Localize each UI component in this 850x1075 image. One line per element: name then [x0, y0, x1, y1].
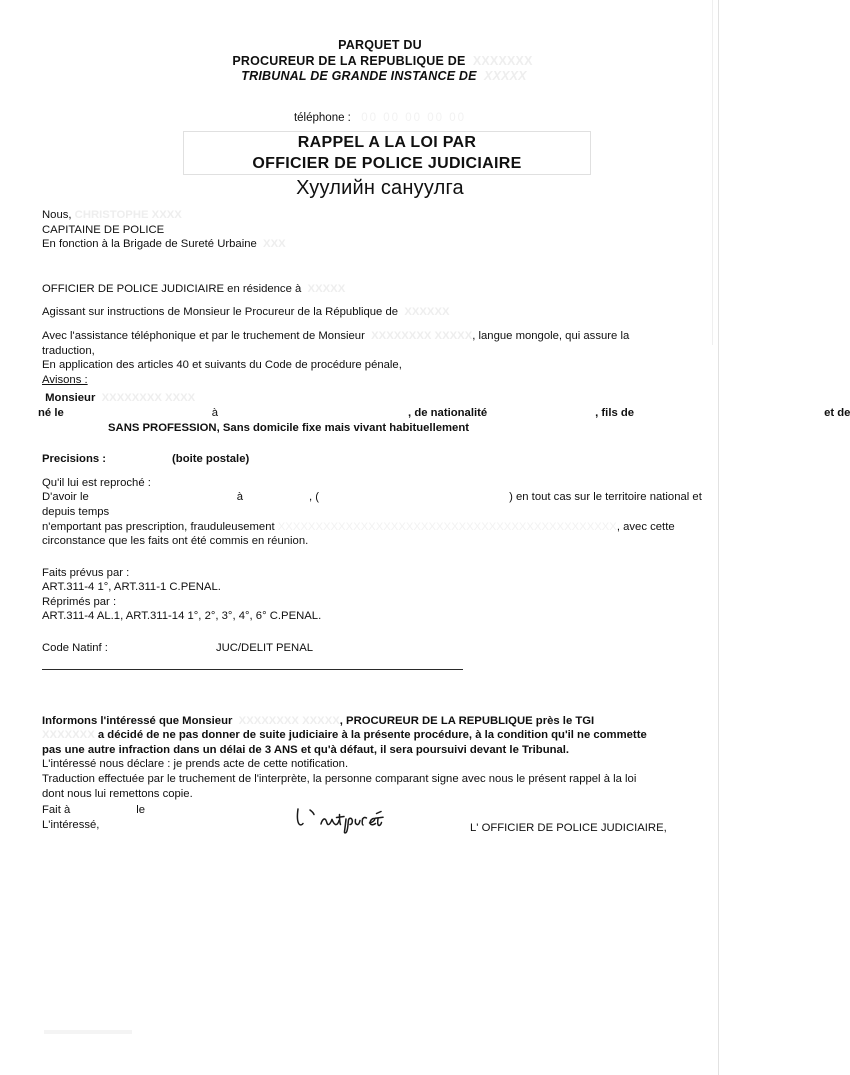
redacted-tgi-city: XXXXXXX [42, 729, 98, 742]
identity-details: né le à , de nationalité , fils de et de [38, 406, 850, 419]
statements-block [42, 757, 714, 801]
party-signature-label: L'intéressé, [42, 819, 100, 831]
redacted-prosecutor-name: XXXXXXXX XXXXX [232, 714, 340, 727]
decision-line-2: XXXXXXX a décidé de ne pas donner de suite judiciaire à la présente procédure, à la condition qu'il ne commette [42, 729, 647, 742]
redacted-interpreter-name: XXXXXXXX XXXXX [364, 329, 473, 342]
redacted-tribunal-city: XXXXX [476, 69, 527, 83]
officer-assignment: En fonction à la Brigade de Sureté Urbaine XXX [42, 238, 286, 251]
title-line-2: OFFICIER DE POLICE JUDICIAIRE [252, 155, 522, 172]
redacted-unit-detail: XXX [256, 238, 286, 251]
charge-line-2: n'emportant pas prescription, frauduleusement XXXXXXXXXXXXXXXXXXXXXXXXXXXXXXXXXXXXXXXXXXXXX, avec cette [42, 520, 675, 533]
officer-block [42, 208, 714, 252]
legal-references-block [42, 566, 714, 624]
decision-line-1: Informons l'intéressé que Monsieur XXXXXXXX XXXXX, PROCUREUR DE LA REPUBLIQUE près le TGI [42, 714, 595, 727]
precisions-row: Precisions : (boite postale) [42, 453, 250, 466]
legal-punished-label: Réprimés par : [42, 595, 117, 608]
charge-line-1: D'avoir le à , ( ) en tout cas sur le territoire national et depuis temps [42, 491, 702, 518]
intro-interpreter-cont: traduction, [42, 344, 95, 357]
intro-residence: OFFICIER DE POLICE JUDICIAIRE en résidence à XXXXX [42, 282, 346, 295]
handwritten-signature [294, 805, 404, 835]
redacted-prosecutor-city: XXXXXX [398, 306, 450, 319]
redacted-offence-description: XXXXXXXXXXXXXXXXXXXXXXXXXXXXXXXXXXXXXXXXXXXXX [274, 520, 617, 533]
charge-reproach-label: Qu'il lui est reproché : [42, 476, 151, 489]
legal-provided-articles: ART.311-4 1°, ART.311-1 C.PENAL. [42, 581, 221, 594]
avisons-label: Avisons : [42, 373, 88, 386]
statement-line-1: L'intéressé nous déclare : je prends acte de cette notification. [42, 758, 349, 771]
redacted-telephone-number: 00 00 00 00 00 [350, 112, 467, 124]
title-mongolian: Хуулийн сануулга [296, 177, 464, 199]
header-line-tribunal: TRIBUNAL DE GRANDE INSTANCE DE XXXXX [241, 69, 527, 83]
statement-line-3: dont nous lui remettons copie. [42, 787, 193, 800]
document-header [0, 38, 760, 85]
telephone-line [0, 112, 760, 124]
made-at-row: Fait à le [42, 804, 146, 816]
signature-left [42, 803, 253, 833]
charge-line-3: circonstance que les faits ont été commis en réunion. [42, 535, 309, 548]
statement-line-2: Traduction effectuée par le truchement de l'interprète, la personne comparant signe avec nous le présent rappel à la loi [42, 773, 637, 786]
redacted-officer-name: CHRISTOPHE XXXX [71, 209, 182, 221]
header-line-parquet: PARQUET DU [338, 38, 422, 52]
natinf-row: Code Natinf : JUC/DELIT PENAL [42, 642, 314, 655]
charge-block [42, 476, 714, 549]
intro-articles: En application des articles 40 et suivants du Code de procédure pénale, [42, 359, 402, 372]
legal-punished-articles: ART.311-4 AL.1, ART.311-14 1°, 2°, 3°, 4°, 6° C.PENAL. [42, 610, 322, 623]
officer-signature-label: L' OFFICIER DE POLICE JUDICIAIRE, [470, 822, 667, 834]
decision-block [42, 714, 714, 758]
identity-block [38, 391, 850, 435]
title-box [183, 131, 591, 175]
officer-nous: Nous, CHRISTOPHE XXXX [42, 209, 182, 221]
identity-monsieur: Monsieur XXXXXXXX XXXX [45, 392, 196, 405]
officer-rank: CAPITAINE DE POLICE [42, 223, 165, 236]
header-line-procureur: PROCUREUR DE LA REPUBLIQUE DE XXXXXXX [232, 53, 533, 68]
redacted-residence-city: XXXXX [301, 282, 346, 295]
telephone-label: téléphone : [293, 112, 351, 124]
redacted-jurisdiction-name: XXXXXXX [465, 53, 533, 68]
legal-provided-label: Faits prévus par : [42, 566, 130, 579]
decision-line-3: pas une autre infraction dans un délai de 3 ANS et qu'à défaut, il sera poursuivi devant le Tribunal. [42, 743, 570, 756]
scan-edge-artifact [718, 0, 719, 1075]
intro-interpreter: Avec l'assistance téléphonique et par le truchement de Monsieur XXXXXXXX XXXXX, langue mongole, qui assure la [42, 329, 630, 342]
identity-status: SANS PROFESSION, Sans domicile fixe mais vivant habituellement [108, 421, 469, 434]
redacted-person-name: XXXXXXXX XXXX [95, 392, 196, 405]
intro-instructions: Agissant sur instructions de Monsieur le Procureur de la République de XXXXXX [42, 306, 450, 319]
document-body [38, 208, 850, 801]
intro-block [42, 282, 714, 388]
title-line-1: RAPPEL A LA LOI PAR [297, 134, 477, 151]
scan-blotch-artifact [44, 1030, 132, 1034]
